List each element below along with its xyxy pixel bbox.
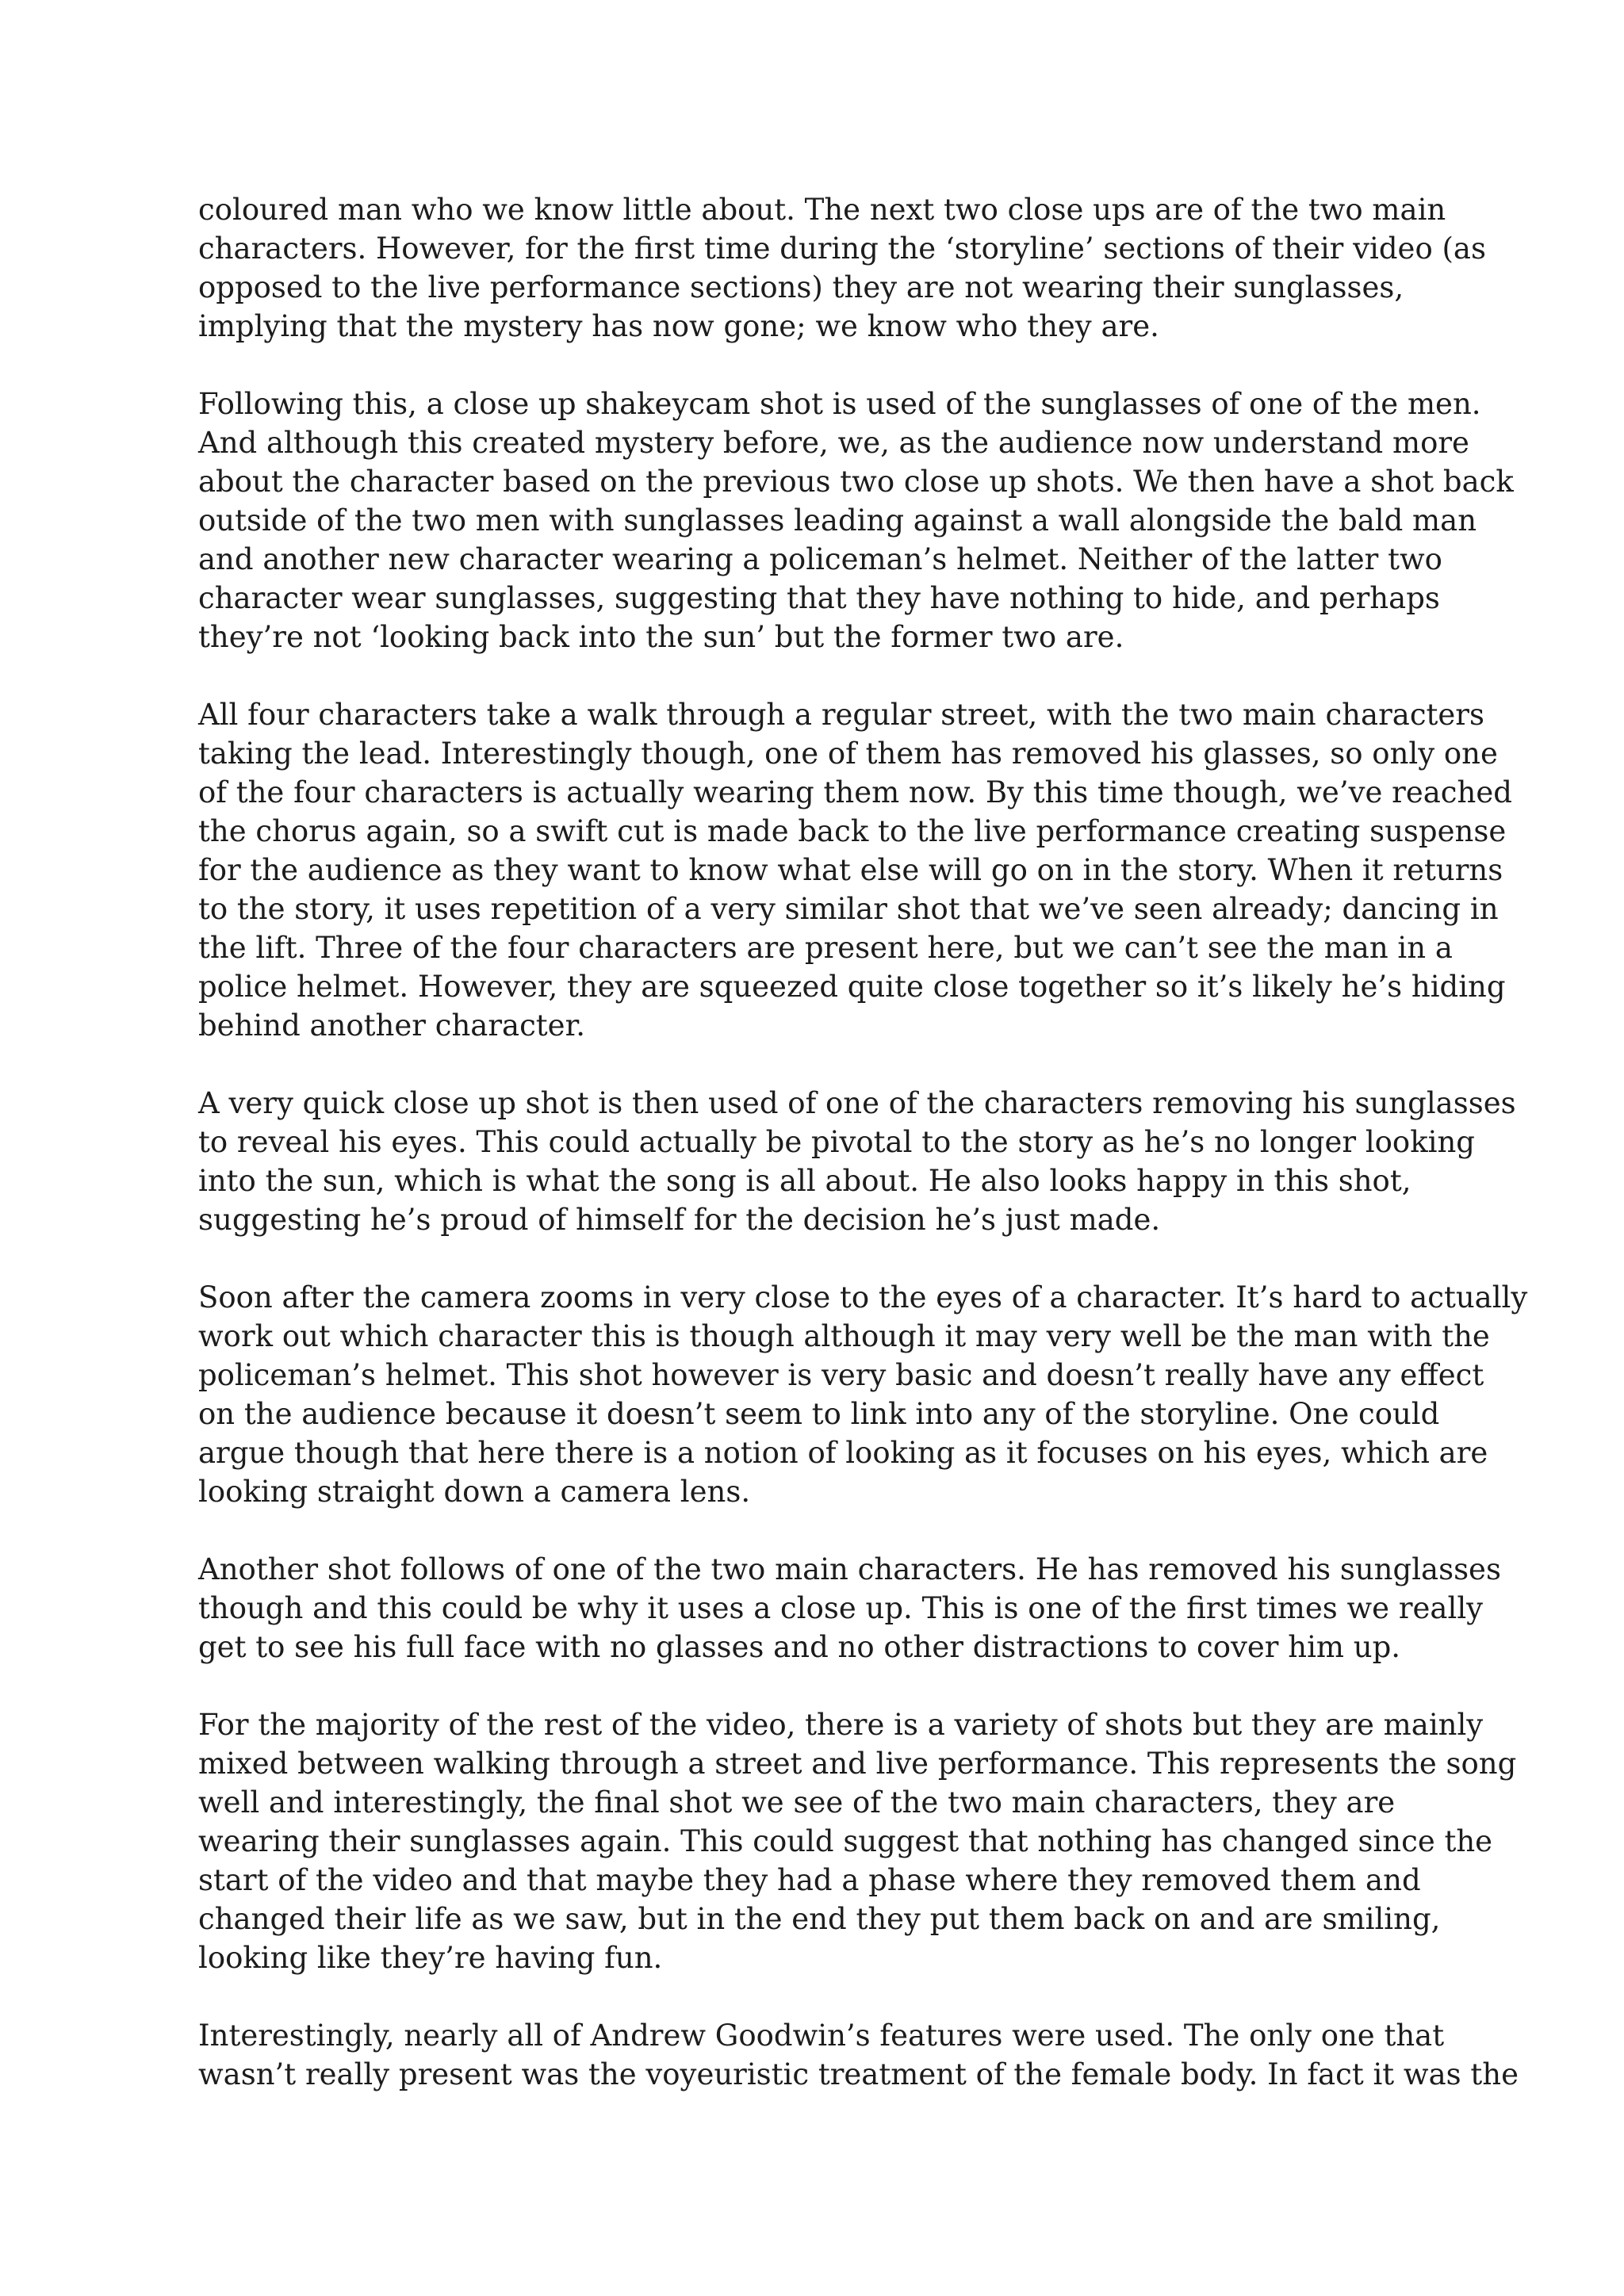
text-line: wearing their sunglasses again. This could suggest that nothing has changed since the <box>198 1824 1493 1858</box>
text-line: behind another character. <box>198 1008 585 1043</box>
text-line: Another shot follows of one of the two main characters. He has removed his sunglasses <box>198 1552 1501 1586</box>
text-line: opposed to the live performance sections) they are not wearing their sunglasses, <box>198 270 1404 304</box>
text-line: police helmet. However, they are squeezed quite close together so it’s likely he’s hiding <box>198 970 1506 1004</box>
text-line: of the four characters is actually wearing them now. By this time though, we’ve reached <box>198 775 1512 809</box>
text-line: work out which character this is though although it may very well be the man with the <box>198 1319 1490 1353</box>
text-line: character wear sunglasses, suggesting that they have nothing to hide, and perhaps <box>198 581 1440 615</box>
text-line: implying that the mystery has now gone; we know who they are. <box>198 309 1159 343</box>
text-line: Interestingly, nearly all of Andrew Goodwin’s features were used. The only one that <box>198 2019 1445 2053</box>
text-line: A very quick close up shot is then used of one of the characters removing his sunglasses <box>198 1086 1516 1120</box>
text-line: start of the video and that maybe they had a phase where they removed them and <box>198 1863 1421 1897</box>
paragraph <box>198 1278 1528 1511</box>
text-line: Soon after the camera zooms in very close to the eyes of a character. It’s hard to actually <box>198 1280 1528 1314</box>
text-line: and another new character wearing a policeman’s helmet. Neither of the latter two <box>198 542 1442 576</box>
paragraph <box>198 385 1514 656</box>
text-line: the chorus again, so a swift cut is made back to the live performance creating suspense <box>198 814 1507 848</box>
text-line: coloured man who we know little about. The next two close ups are of the two main <box>198 193 1446 227</box>
text-line: into the sun, which is what the song is all about. He also looks happy in this shot, <box>198 1164 1411 1198</box>
text-line: looking straight down a camera lens. <box>198 1475 751 1509</box>
text-line: well and interestingly, the final shot we see of the two main characters, they are <box>198 1785 1396 1820</box>
document-body <box>198 190 1528 2133</box>
text-line: suggesting he’s proud of himself for the decision he’s just made. <box>198 1203 1161 1237</box>
paragraph <box>198 1705 1517 1977</box>
text-line: to the story, it uses repetition of a very similar shot that we’ve seen already; dancing in <box>198 892 1499 926</box>
paragraph <box>198 190 1486 346</box>
text-line: mixed between walking through a street and live performance. This represents the song <box>198 1747 1517 1781</box>
text-line: taking the lead. Interestingly though, one of them has removed his glasses, so only one <box>198 737 1498 771</box>
text-line: to reveal his eyes. This could actually be pivotal to the story as he’s no longer looking <box>198 1125 1475 1159</box>
text-line: on the audience because it doesn’t seem to link into any of the storyline. One could <box>198 1397 1440 1431</box>
paragraph <box>198 1084 1516 1239</box>
text-line: wasn’t really present was the voyeuristic treatment of the female body. In fact it was the <box>198 2057 1519 2091</box>
text-line: argue though that here there is a notion of looking as it focuses on his eyes, which are <box>198 1436 1488 1470</box>
text-line: outside of the two men with sunglasses leading against a wall alongside the bald man <box>198 503 1477 538</box>
text-line: All four characters take a walk through a regular street, with the two main characters <box>198 698 1484 732</box>
paragraph <box>198 695 1512 1045</box>
paragraph <box>198 1550 1501 1667</box>
text-line: For the majority of the rest of the video, there is a variety of shots but they are mainly <box>198 1708 1484 1742</box>
text-line: for the audience as they want to know what else will go on in the story. When it returns <box>198 853 1503 887</box>
text-line: Following this, a close up shakeycam shot is used of the sunglasses of one of the men. <box>198 387 1481 421</box>
text-line: looking like they’re having fun. <box>198 1941 663 1975</box>
text-line: characters. However, for the first time during the ‘storyline’ sections of their video (as <box>198 232 1486 266</box>
text-line: about the character based on the previous two close up shots. We then have a shot back <box>198 465 1514 499</box>
text-line: get to see his full face with no glasses and no other distractions to cover him up. <box>198 1630 1401 1664</box>
paragraph <box>198 2016 1519 2094</box>
text-line: though and this could be why it uses a close up. This is one of the first times we really <box>198 1591 1484 1625</box>
text-line: policeman’s helmet. This shot however is very basic and doesn’t really have any effect <box>198 1358 1484 1392</box>
text-line: the lift. Three of the four characters are present here, but we can’t see the man in a <box>198 931 1453 965</box>
text-line: And although this created mystery before, we, as the audience now understand more <box>198 426 1469 460</box>
text-line: they’re not ‘looking back into the sun’ but the former two are. <box>198 620 1124 654</box>
text-line: changed their life as we saw, but in the end they put them back on and are smiling, <box>198 1902 1441 1936</box>
